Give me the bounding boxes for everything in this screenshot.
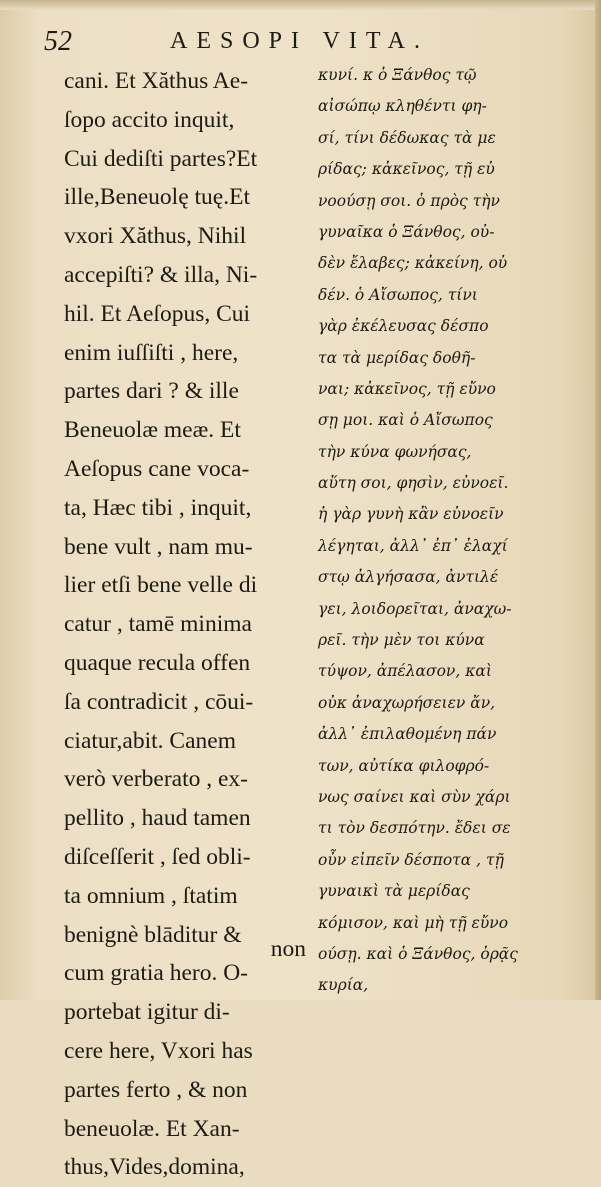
- running-head: AESOPI VITA.: [170, 28, 429, 54]
- greek-line: ούσῃ. καὶ ὁ Ξάνθος, ὁρᾷς: [318, 944, 518, 963]
- latin-line: vxori Xăthus, Nihil: [64, 223, 247, 250]
- greek-line: τι τὸν δεσπότην. ἔδει σε: [318, 819, 511, 838]
- latin-line: ſopo accito inquit,: [64, 106, 235, 133]
- latin-line: lier etſi bene velle di: [64, 572, 258, 599]
- greek-line: ναι; κἀκεῖνος, τῇ εὔνο: [318, 379, 496, 398]
- latin-line: ſa contradicit , cōui-: [64, 688, 254, 715]
- greek-line: τύψον, ἀπέλασον, καὶ: [318, 662, 492, 681]
- greek-line: οὖν εἰπεῖν δέσποτα , τῇ: [318, 850, 504, 869]
- greek-line: δὲν ἔλαβες; κἀκείνη, οὐ: [318, 254, 508, 273]
- page-top-edge: [0, 0, 601, 10]
- greek-line: τα τὰ μερίδας δοθῆ-: [318, 348, 476, 367]
- greek-line: τὴν κύνα φωνήσας,: [318, 442, 472, 461]
- latin-line: ta omnium , ſtatim: [64, 882, 238, 909]
- latin-line: hil. Et Aeſopus, Cui: [64, 300, 251, 327]
- greek-line: αὕτη σοι, φησὶν, εὐνοεῖ.: [318, 474, 509, 493]
- greek-line: λέγηται, ἀλλ᾽ ἐπ᾽ ἐλαχί: [318, 536, 508, 555]
- greek-line: νως σαίνει καὶ σὺν χάρι: [318, 787, 511, 806]
- greek-line: γὰρ ἐκέλευσας δέσπο: [318, 317, 489, 336]
- latin-line: partes ferto , & non: [64, 1076, 248, 1103]
- latin-line: pellito , haud tamen: [64, 805, 251, 832]
- page-number: 52: [44, 26, 72, 57]
- latin-line: bene vult , nam mu-: [64, 533, 253, 560]
- greek-line: νοούσῃ σοι. ὁ πρὸς τὴν: [318, 191, 500, 210]
- latin-line: cani. Et Xăthus Ae-: [64, 68, 249, 94]
- greek-line: γει, λοιδορεῖται, ἀναχω-: [318, 599, 512, 618]
- latin-line: ille,Beneuolę tuę.Et: [64, 184, 250, 211]
- greek-line: γυναῖκα ὁ Ξάνθος, οὐ-: [318, 222, 495, 241]
- latin-line: ciatur,abit. Canem: [64, 727, 236, 754]
- latin-line: enim iuſſiſti , here,: [64, 339, 239, 366]
- latin-line: quaque recula offen: [64, 649, 251, 676]
- latin-line: Beneuolæ meæ. Et: [64, 417, 241, 444]
- latin-line: Cui dediſti partes?Et: [64, 145, 258, 172]
- greek-line: αἰσώπῳ κληθέντι φη-: [318, 97, 487, 116]
- greek-line: στῳ ἀλγήσασα, ἀντιλέ: [318, 568, 499, 587]
- latin-line: verò verberato , ex-: [64, 766, 248, 793]
- greek-line: κυρία,: [318, 976, 369, 995]
- latin-text-column: [64, 62, 304, 1187]
- greek-line: ρίδας; κἀκεῖνος, τῇ εὐ: [318, 160, 495, 179]
- greek-line: δέν. ὁ Αἴσωπος, τίνι: [318, 285, 478, 304]
- greek-line: σῃ μοι. καὶ ὁ Αἴσωπος: [318, 411, 493, 430]
- greek-line: οὐκ ἀναχωρήσειεν ἄν,: [318, 693, 496, 712]
- greek-line: ρεῖ. τὴν μὲν τοι κύνα: [318, 631, 485, 650]
- latin-line: cum gratia hero. O-: [64, 960, 249, 987]
- latin-line: diſceſſerit , ſed obli-: [64, 843, 251, 870]
- latin-line: catur , tamē minima: [64, 611, 252, 638]
- greek-line: κόμισον, καὶ μὴ τῇ εὔνο: [318, 913, 509, 932]
- greek-line: σί, τίνι δέδωκας τὰ με: [318, 128, 496, 147]
- greek-line: κυνί. κ ὁ Ξάνθος τῷ: [318, 66, 477, 84]
- latin-line: partes dari ? & ille: [64, 378, 239, 405]
- latin-line: accepiſti? & illa, Ni-: [64, 261, 258, 288]
- greek-line: ἡ γὰρ γυνὴ κἂν εὐνοεῖν: [318, 505, 504, 524]
- catchword: non: [270, 936, 306, 962]
- latin-line: Aeſopus cane voca-: [64, 455, 250, 482]
- greek-line: ἀλλ᾽ ἐπιλαθομένη πάν: [318, 725, 497, 744]
- latin-line: thus,Vides,domina,: [64, 1154, 245, 1181]
- greek-line: των, αὐτίκα φιλοφρό-: [318, 756, 490, 775]
- latin-line: ta, Hæc tibi , inquit,: [64, 494, 252, 521]
- greek-text-column: [318, 60, 554, 1002]
- page-right-edge: [595, 0, 601, 1000]
- greek-line: γυναικὶ τὰ μερίδας: [318, 882, 470, 901]
- latin-line: cere here, Vxori has: [64, 1037, 253, 1064]
- latin-line: benignè blāditur &: [64, 921, 242, 948]
- latin-line: portebat igitur di-: [64, 999, 230, 1026]
- page-header: [44, 22, 564, 56]
- latin-line: beneuolæ. Et Xan-: [64, 1115, 240, 1142]
